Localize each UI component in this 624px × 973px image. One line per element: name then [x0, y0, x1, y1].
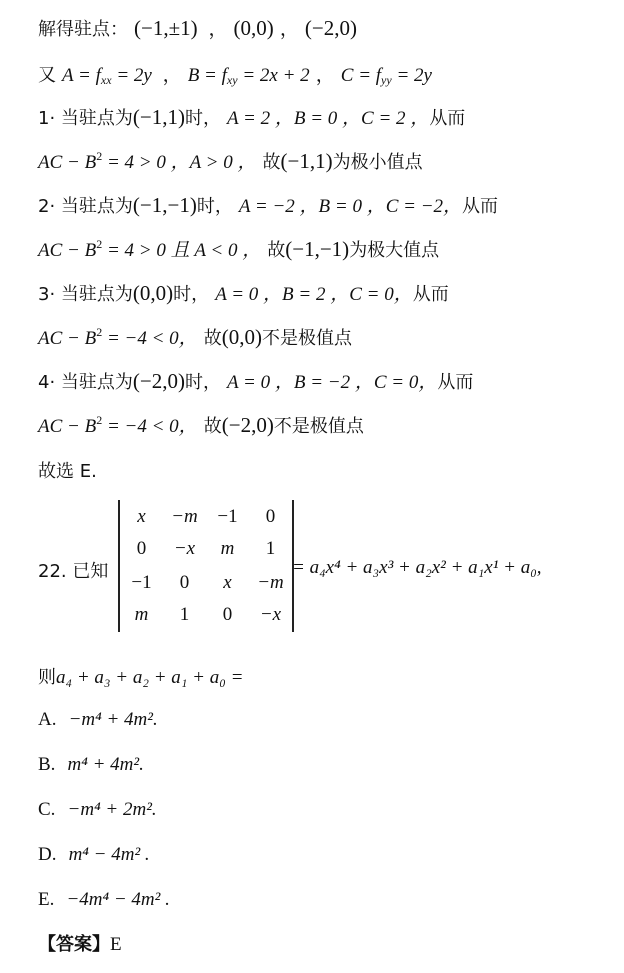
matrix-cell: −x [259, 604, 282, 625]
matrix-cell: m [220, 538, 235, 559]
point-2: (0,0) [233, 16, 274, 40]
case-2-line-2: AC − $B^2 = 4 > 0$ 且 A < 0 ， 故(−1,−1)为极大值点 [38, 237, 440, 261]
option-e[interactable]: E. −4m⁴ − 4m² . [38, 889, 170, 910]
matrix-cell: 0 [222, 604, 233, 625]
matrix-cell: −1 [217, 506, 238, 527]
point-1: (−1,±1) [134, 16, 198, 40]
question-22-label: 22. 已知 [38, 561, 109, 582]
case-1-line-1: 1· 当驻点为(−1,1)时， A = 2 ，B = 0 ，C = 2 ，从而 [38, 105, 466, 129]
matrix-cell: x [223, 572, 232, 593]
matrix-cell: −x [173, 538, 196, 559]
determinant-matrix [118, 500, 294, 632]
point-3: (−2,0) [304, 16, 357, 40]
case-4-line-2: AC − $B^2 = -4 < 0$， 故(−2,0)不是极值点 [38, 413, 364, 437]
sum-question-line: 则a₄ + a₃ + a₂ + a₁ + a₀ = [38, 667, 244, 688]
stationary-points-line: 解得驻点： (−1,±1) ， (0,0) ， (−2,0) [38, 16, 357, 40]
matrix-cell: −m [257, 572, 284, 593]
case-2-line-1: 2· 当驻点为(−1,−1)时， A = −2 ，B = 0 ，C = −2，从而 [38, 193, 499, 217]
matrix-cell: 1 [265, 538, 276, 559]
matrix-cell: 0 [136, 538, 147, 559]
choose-line: 故选 E. [38, 461, 97, 482]
matrix-cell: −m [171, 506, 198, 527]
matrix-cell: 0 [265, 506, 276, 527]
case-4-line-1: 4· 当驻点为(−2,0)时， A = 0 ，B = −2 ，C = 0，从而 [38, 369, 474, 393]
option-a[interactable]: A. −m⁴ + 4m². [38, 709, 158, 730]
polynomial-rhs: = a₄x⁴ + a₃x³ + a₂x² + a₁x¹ + a₀, [292, 557, 542, 578]
matrix-cell: −1 [131, 572, 152, 593]
matrix-cell: 1 [179, 604, 190, 625]
matrix-cell: 0 [179, 572, 190, 593]
case-3-line-1: 3· 当驻点为(0,0)时， A = 0 ，B = 2 ，C = 0，从而 [38, 281, 449, 305]
matrix-cell: m [134, 604, 149, 625]
answer-value: E [110, 934, 122, 955]
case-1-line-2: AC − $B^2 = 4 > 0$ ，A > 0 ， 故(−1,1)为极小值点 [38, 149, 423, 173]
second-derivatives-line: 又 $A = f_{xx} = 2y$ ， $B = f_{xy} = 2x + 2$ ， $C = f_{yy} = 2y$ [38, 65, 432, 87]
option-d[interactable]: D. m⁴ − 4m² . [38, 844, 150, 865]
option-c[interactable]: C. −m⁴ + 2m². [38, 799, 157, 820]
case-3-line-2: AC − $B^2 = -4 < 0$， 故(0,0)不是极值点 [38, 325, 352, 349]
option-b[interactable]: B. m⁴ + 4m². [38, 754, 144, 775]
answer-line: 【答案】E [38, 934, 122, 955]
matrix-cell: x [137, 506, 146, 527]
